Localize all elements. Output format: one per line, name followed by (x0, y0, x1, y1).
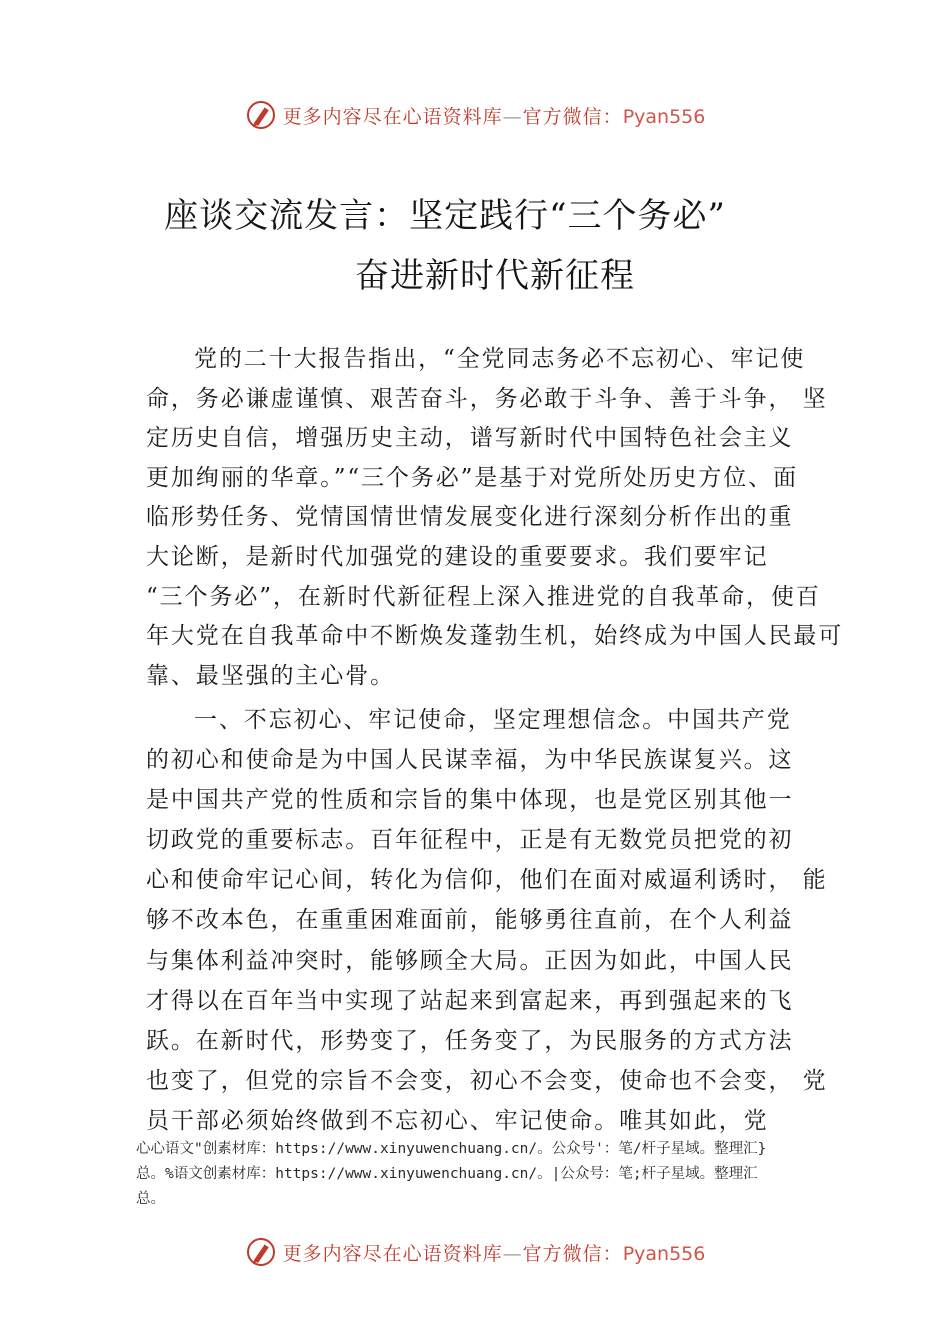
paragraph-line: 切政党的重要标志。百年征程中，正是有无数党员把党的初 (146, 827, 794, 854)
banner-separator: — (502, 105, 523, 128)
banner-wechat-id: Pyan556 (622, 105, 706, 128)
banner-separator: — (502, 1242, 523, 1265)
footnote-line: 总。%语文创素材库：https://www.xinyuwenchuang.cn/。|公众号：笔;杆子星域。整理汇 (136, 1166, 758, 1182)
paragraph-line: 才得以在百年当中实现了站起来到富起来，再到强起来的飞 (146, 987, 794, 1014)
banner-main-text: 更多内容尽在心语资料库 (282, 105, 503, 128)
footnote-line: 心心语文"创素材库：https://www.xinyuwenchuang.cn/。公众号'：笔/杆子星域。整理汇} (136, 1141, 767, 1157)
paragraph-line: 也变了，但党的宗旨不会变，初心不会变，使命也不会变， 党 (146, 1067, 828, 1094)
banner-wechat-id: Pyan556 (622, 1242, 706, 1265)
pen-nib-logo-icon (245, 99, 277, 131)
paragraph-line: 大论断，是新时代加强党的建设的重要要求。我们要牢记 (146, 543, 769, 570)
paragraph-line: 心和使命牢记心间，转化为信仰，他们在面对威逼利诱时， 能 (146, 867, 828, 894)
paragraph-line: 靠、最坚强的主心骨。 (146, 662, 395, 689)
paragraph-1 (146, 340, 844, 696)
paragraph-line: 党的二十大报告指出，“全党同志务必不忘初心、牢记使 (194, 346, 806, 372)
paragraph-line: 是中国共产党的性质和宗旨的集中体现，也是党区别其他一 (146, 787, 794, 814)
banner-text (283, 1239, 706, 1266)
footnote-line: 总。 (136, 1191, 165, 1207)
paragraph-line: 一、不忘初心、牢记使命，坚定理想信念。中国共产党 (194, 707, 792, 733)
document-title-line1: 座谈交流发言：坚定践行“三个务必” (164, 196, 726, 236)
banner-text (283, 102, 706, 129)
pen-nib-logo-icon (245, 1236, 277, 1268)
paragraph-line: 员干部必须始终做到不忘初心、牢记使命。唯其如此，党 (146, 1107, 769, 1134)
paragraph-line: 的初心和使命是为中国人民谋幸福，为中华民族谋复兴。这 (146, 747, 794, 774)
banner-wechat-label: 官方微信： (522, 1242, 623, 1265)
paragraph-line: 年大党在自我革命中不断焕发蓬勃生机，始终成为中国人民最可 (146, 623, 844, 650)
paragraph-2 (146, 700, 826, 1141)
paragraph-line: 与集体利益冲突时，能够顾全大局。正因为如此，中国人民 (146, 947, 794, 974)
source-footnote (136, 1137, 836, 1212)
banner-wechat-label: 官方微信： (522, 105, 623, 128)
header-banner (0, 95, 950, 135)
paragraph-line: 临形势任务、党情国情世情发展变化进行深刻分析作出的重 (146, 504, 794, 531)
paragraph-line: 更加绚丽的华章。”“三个务必”是基于对党所处历史方位、面 (146, 464, 798, 491)
footer-banner (0, 1232, 950, 1272)
paragraph-line: 命，务必谦虚谨慎、艰苦奋斗，务必敢于斗争、善于斗争， 坚 (146, 385, 828, 412)
document-title-line2: 奋进新时代新征程 (355, 256, 635, 296)
paragraph-line: “三个务必”，在新时代新征程上深入推进党的自我革命，使百 (146, 583, 821, 610)
banner-main-text: 更多内容尽在心语资料库 (282, 1242, 503, 1265)
paragraph-line: 跃。在新时代，形势变了，任务变了，为民服务的方式方法 (146, 1027, 794, 1054)
paragraph-line: 够不改本色，在重重困难面前，能够勇往直前，在个人利益 (146, 907, 794, 934)
paragraph-line: 定历史自信，增强历史主动，谱写新时代中国特色社会主义 (146, 425, 794, 452)
